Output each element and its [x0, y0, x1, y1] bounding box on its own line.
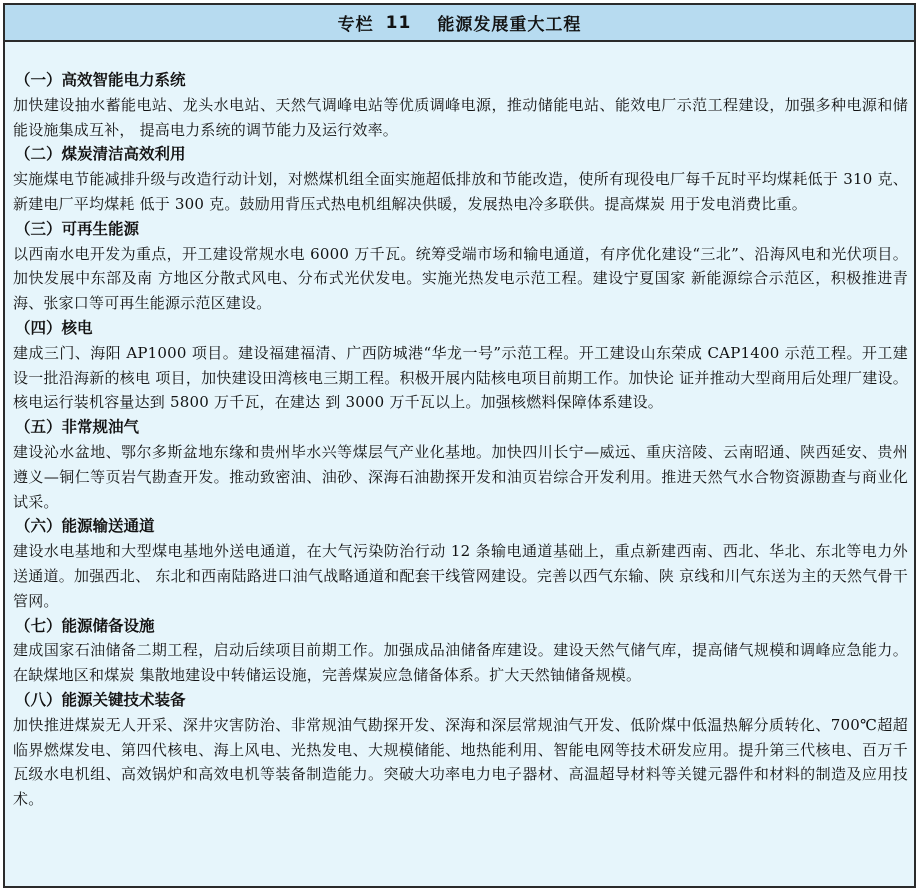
column-box: [3, 3, 916, 888]
section-title-4: （四）核电: [15, 318, 93, 337]
section-body-4: 建成三门、海阳 AP1000 项目。建设福建福清、广西防城港“华龙一号”示范工程。开工建设山东荣成 CAP1400 示范工程。开工建设一批沿海新的核电 项目，加快建设田湾核电三期工程。积极开展内陆核电项目前期工作。加快论 证并推动大型商用后处理厂建设。核电运行装机容量达到 5800 万千瓦，在建达 到 3000 万千瓦以上。加强核燃料保障体系建设。: [13, 343, 908, 412]
column-header: [5, 5, 914, 42]
section-title-1: （一）高效智能电力系统: [15, 71, 186, 89]
column-content: [5, 42, 914, 812]
section-title-8: （八）能源关键技术装备: [15, 690, 186, 709]
column-title: 能源发展重大工程: [437, 15, 582, 35]
section-body-6: 建设水电基地和大型煤电基地外送电通道，在大气污染防治行动 12 条输电通道基础上，重点新建西南、西北、华北、东北等电力外送通道。加强西北、 东北和西南陆路进口油气战略通道和配套干线管网建设。完善以西气东输、陕 京线和川气东送为主的天然气骨干管网。: [13, 542, 908, 610]
section-title-7: （七）能源储备设施: [15, 616, 155, 635]
section-title-5: （五）非常规油气: [15, 418, 140, 437]
column-number: 11: [385, 12, 412, 33]
section-body-3: 以西南水电开发为重点，开工建设常规水电 6000 万千瓦。统筹受端市场和输电通道，有序优化建设“三北”、沿海风电和光伏项目。加快发展中东部及南 方地区分散式风电、分布式光伏发电。实施光热发电示范工程。建设宁夏国家 新能源综合示范区，积极推进青海、张家口等可再生能源示范区建设。: [13, 244, 908, 313]
column-label: 专栏: [337, 15, 374, 35]
section-title-2: （二）煤炭清洁高效利用: [15, 145, 186, 164]
section-body-1: 加快建设抽水蓄能电站、龙头水电站、天然气调峰电站等优质调峰电源，推动储能电站、能效电厂示范工程建设，加强多种电源和储能设施集成互补， 提高电力系统的调节能力及运行效率。: [13, 95, 908, 139]
section-title-6: （六）能源输送通道: [15, 517, 155, 536]
section-body-5: 建设沁水盆地、鄂尔多斯盆地东缘和贵州毕水兴等煤层气产业化基地。加快四川长宁—威远、重庆涪陵、云南昭通、陕西延安、贵州遵义—铜仁等页岩气勘查开发。推动致密油、油砂、深海石油勘探开发和油页岩综合开发利用。推进天然气水合物资源勘查与商业化试采。: [13, 442, 908, 511]
section-title-3: （三）可再生能源: [15, 219, 140, 238]
section-body-2: 实施煤电节能减排升级与改造行动计划，对燃煤机组全面实施超低排放和节能改造，使所有现役电厂每千瓦时平均煤耗低于 310 克、新建电厂平均煤耗 低于 300 克。鼓励用背压式热电机组解决供暖，发展热电冷多联供。提高煤炭 用于发电消费比重。: [13, 170, 908, 213]
section-body-7: 建成国家石油储备二期工程，启动后续项目前期工作。加强成品油储备库建设。建设天然气储气库，提高储气规模和调峰应急能力。在缺煤地区和煤炭 集散地建设中转储运设施，完善煤炭应急储备体系。扩大天然铀储备规模。: [13, 641, 908, 685]
section-body-8: 加快推进煤炭无人开采、深井灾害防治、非常规油气勘探开发、深海和深层常规油气开发、低阶煤中低温热解分质转化、700℃超超临界燃煤发电、第四代核电、海上风电、光热发电、大规模储能、地热能利用、智能电网等技术研发应用。提升第三代核电、百万千瓦级水电机组、高效锅炉和高效电机等装备制造能力。突破大功率电力电子器材、高温超导材料等关键元器件和材料的制造及应用技术。: [13, 715, 908, 809]
